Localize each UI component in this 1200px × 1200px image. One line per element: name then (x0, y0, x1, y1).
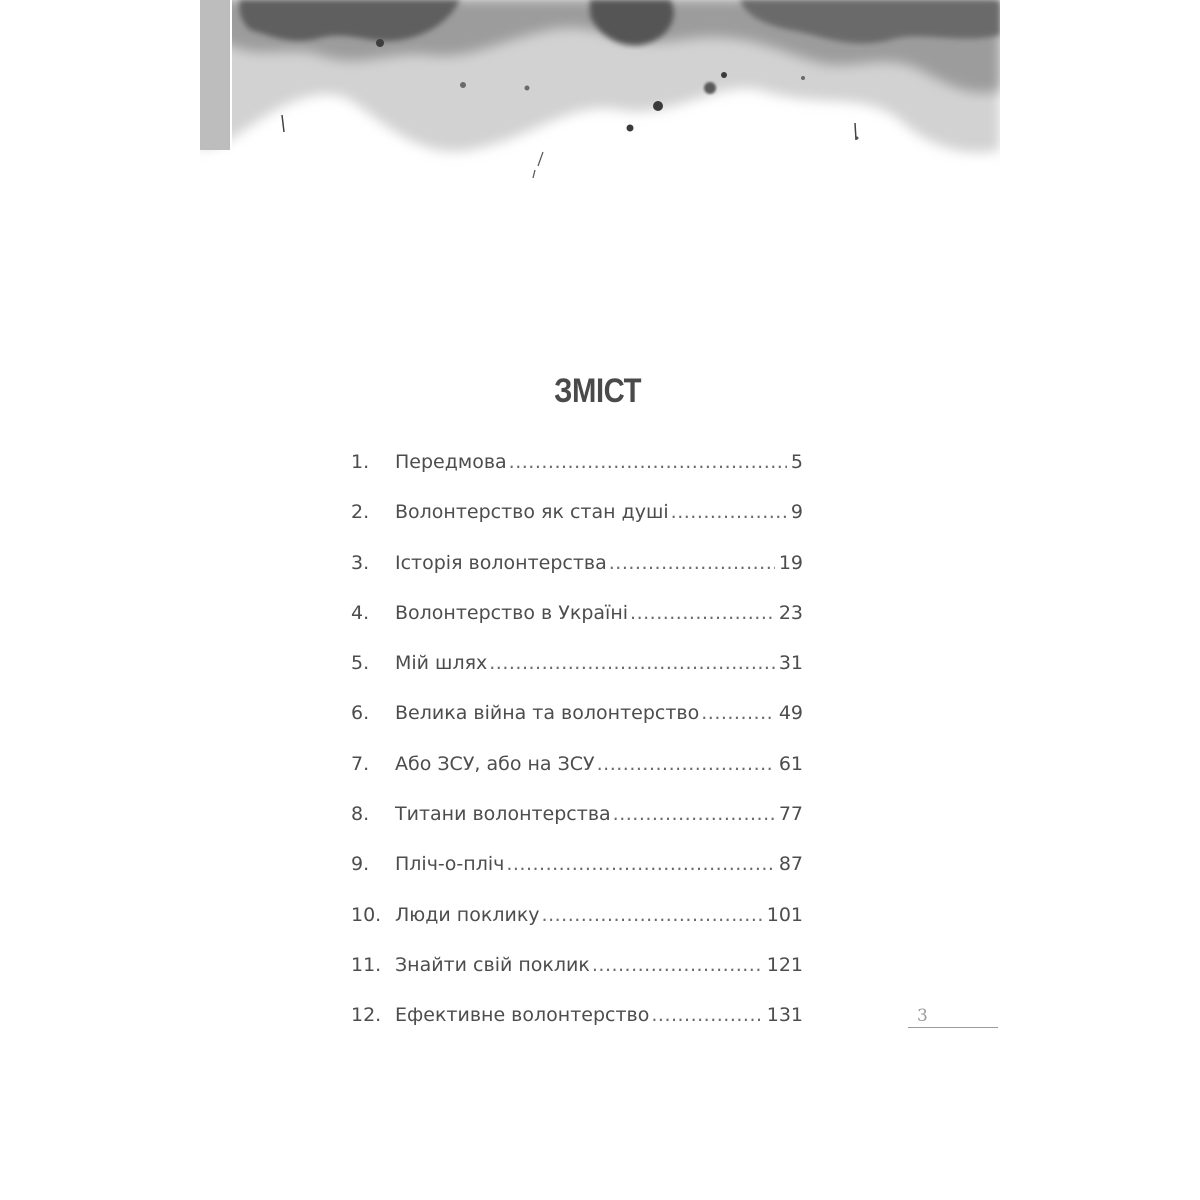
toc-entry-page: 49 (778, 702, 803, 725)
toc-entry (351, 652, 803, 702)
toc-entry (351, 853, 803, 903)
toc-entry-page: 23 (778, 601, 803, 624)
toc-entry-title: Історія волонтерства (395, 551, 607, 574)
toc-title: ЗМІСТ (554, 372, 642, 410)
toc-entry-page: 101 (766, 903, 803, 926)
dot-leader (609, 552, 775, 574)
dot-leader (506, 853, 774, 875)
toc-entry (351, 1004, 803, 1054)
toc-entry-page: 87 (778, 853, 803, 876)
toc-entry (351, 702, 803, 752)
toc-entry-page: 9 (790, 501, 803, 524)
dot-leader (509, 451, 787, 473)
dot-leader (630, 602, 775, 624)
toc-entry-title: Передмова (395, 451, 507, 473)
toc-entry-page: 121 (766, 953, 803, 976)
toc-entry-page: 5 (790, 451, 803, 473)
toc-entry-number: 10. (351, 903, 382, 926)
dot-leader (597, 753, 775, 775)
toc-entry-number: 2. (351, 501, 370, 524)
toc-entry-title: Пліч-о-пліч (395, 853, 505, 876)
toc-entry (351, 501, 803, 551)
dot-leader (592, 954, 763, 976)
toc-entry-title: Волонтерство як стан душі (395, 501, 669, 524)
toc-entry-number: 12. (351, 1004, 382, 1027)
toc-entry-page: 19 (778, 551, 803, 574)
toc-entry-title: Або ЗСУ, або на ЗСУ (395, 752, 595, 775)
toc-entry (351, 904, 803, 954)
toc-entry-number: 9. (351, 853, 370, 876)
dot-leader (489, 652, 775, 674)
dot-leader (701, 702, 775, 724)
toc-entry (351, 552, 803, 602)
dot-leader (613, 803, 775, 825)
toc-entry-number: 1. (351, 451, 370, 473)
page-number-rule (908, 1027, 998, 1028)
toc-entry-number: 4. (351, 601, 370, 624)
table-of-contents (351, 451, 803, 1055)
toc-entry-title: Мій шлях (395, 652, 488, 675)
toc-entry-number: 8. (351, 803, 370, 826)
toc-entry-page: 61 (778, 752, 803, 775)
toc-entry-page: 131 (766, 1004, 803, 1027)
toc-entry-number: 11. (351, 953, 382, 976)
toc-entry-title: Волонтерство в Україні (395, 601, 629, 624)
page-number: 3 (917, 1006, 928, 1026)
toc-entry (351, 451, 803, 501)
toc-entry-title: Велика війна та волонтерство (395, 702, 700, 725)
dot-leader (671, 501, 787, 523)
toc-entry-number: 6. (351, 702, 370, 725)
toc-entry-number: 7. (351, 752, 370, 775)
watercolor-header-illustration (200, 0, 1000, 190)
toc-entry-page: 31 (778, 652, 803, 675)
toc-entry-page: 77 (778, 803, 803, 826)
toc-entry-title: Люди поклику (395, 903, 540, 926)
toc-entry (351, 753, 803, 803)
toc-entry (351, 803, 803, 853)
toc-entry-number: 5. (351, 652, 370, 675)
toc-entry (351, 602, 803, 652)
toc-entry-number: 3. (351, 551, 370, 574)
toc-entry-title: Титани волонтерства (395, 803, 611, 826)
toc-entry-title: Знайти свій поклик (395, 953, 590, 976)
dot-leader (542, 904, 763, 926)
toc-entry (351, 954, 803, 1004)
toc-entry-title: Ефективне волонтерство (395, 1004, 650, 1027)
dot-leader (651, 1004, 762, 1026)
